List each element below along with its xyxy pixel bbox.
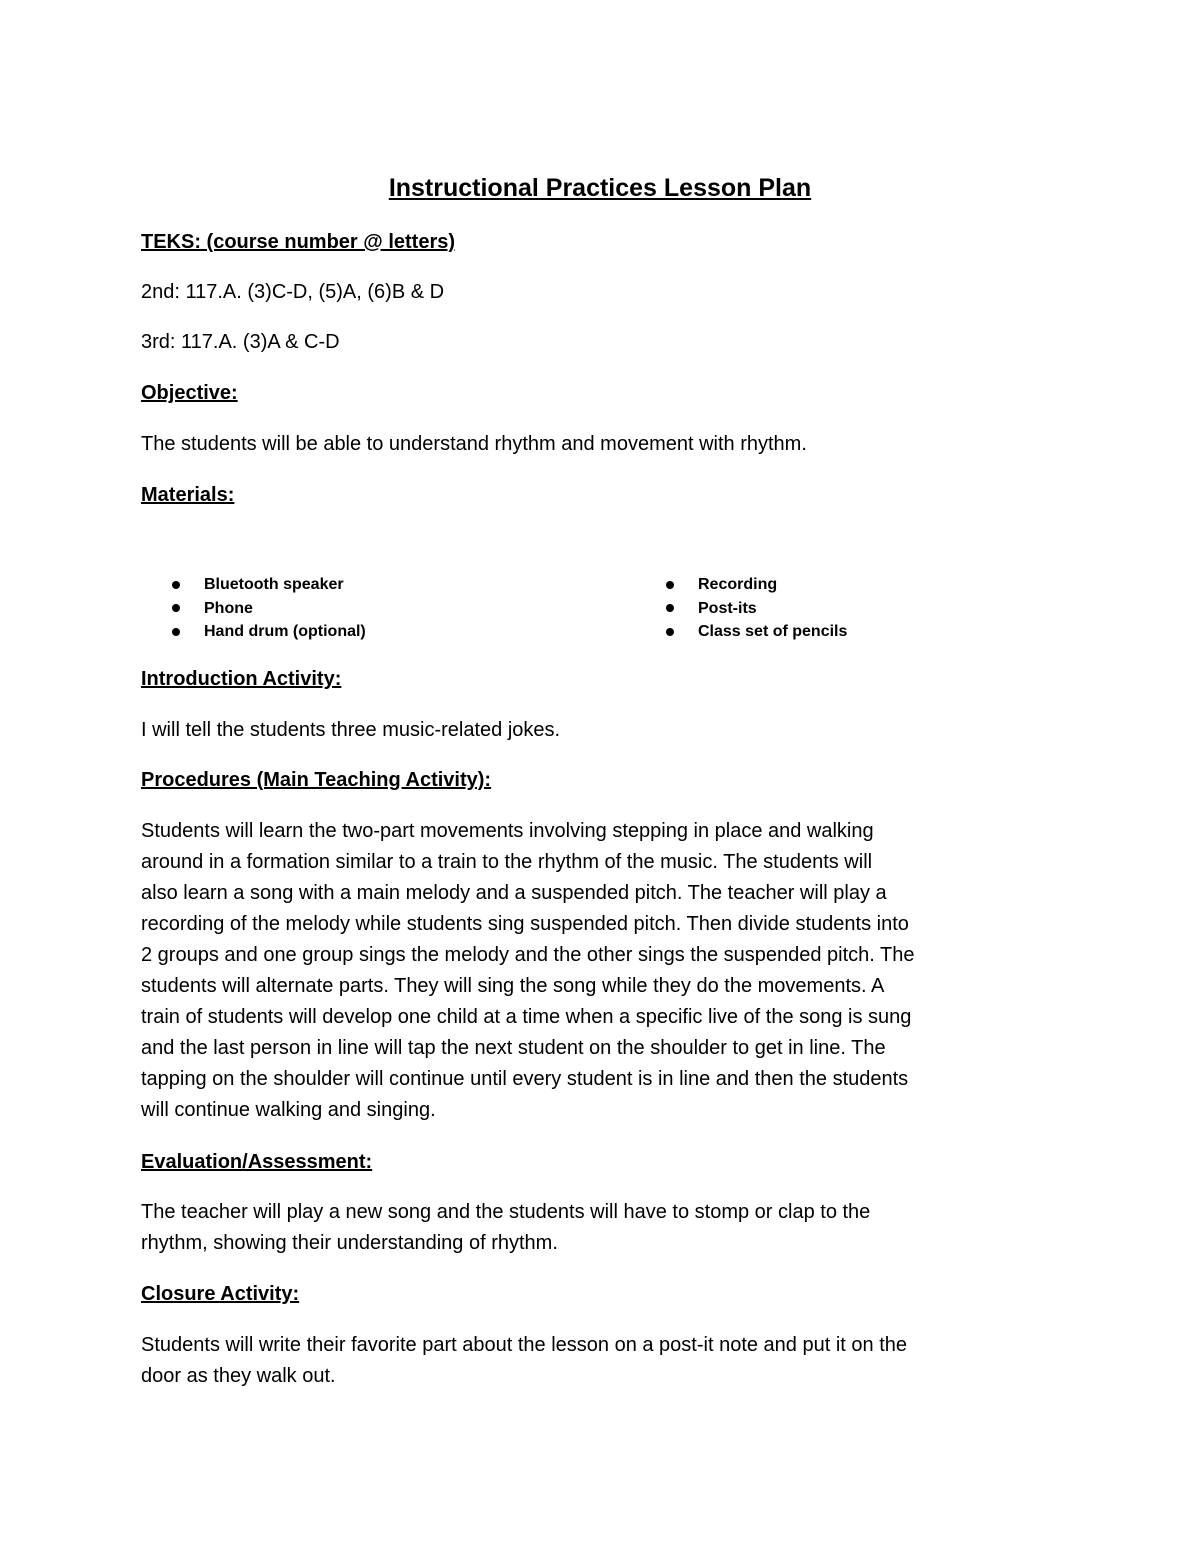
materials-heading: Materials: bbox=[141, 484, 235, 506]
procedures-heading: Procedures (Main Teaching Activity): bbox=[141, 769, 492, 791]
text-line: rhythm, showing their understanding of rhythm. bbox=[141, 1232, 558, 1254]
list-item bbox=[172, 573, 666, 597]
objective-heading: Objective: bbox=[141, 382, 238, 404]
material-label: Hand drum (optional) bbox=[204, 623, 366, 640]
materials-column-left bbox=[172, 573, 666, 644]
text-line: Students will learn the two-part movements involving stepping in place and walking bbox=[141, 820, 874, 842]
text-line: around in a formation similar to a train to the rhythm of the music. The students will bbox=[141, 851, 873, 873]
materials-list bbox=[172, 573, 952, 644]
text-line: and the last person in line will tap the next student on the shoulder to get in line. The bbox=[141, 1037, 886, 1059]
teks-heading: TEKS: (course number @ letters) bbox=[141, 231, 456, 253]
material-label: Class set of pencils bbox=[698, 623, 848, 640]
material-label: Recording bbox=[698, 576, 778, 593]
teks-line-3rd: 3rd: 117.A. (3)A & C-D bbox=[141, 331, 340, 353]
material-label: Bluetooth speaker bbox=[204, 576, 344, 593]
text-line: also learn a song with a main melody and a suspended pitch. The teacher will play a bbox=[141, 882, 887, 904]
closure-text bbox=[141, 1330, 1061, 1392]
document-title: Instructional Practices Lesson Plan bbox=[388, 174, 812, 202]
text-line: tapping on the shoulder will continue until every student is in line and then the students bbox=[141, 1068, 909, 1090]
material-label: Post-its bbox=[698, 599, 757, 617]
bullet-icon bbox=[666, 604, 674, 612]
objective-text: The students will be able to understand rhythm and movement with rhythm. bbox=[141, 433, 807, 455]
closure-heading: Closure Activity: bbox=[141, 1283, 300, 1305]
text-line: The teacher will play a new song and the students will have to stomp or clap to the bbox=[141, 1201, 871, 1223]
list-item bbox=[172, 597, 666, 621]
text-line: door as they walk out. bbox=[141, 1365, 336, 1387]
text-line: train of students will develop one child at a time when a specific live of the song is sung bbox=[141, 1006, 912, 1028]
text-line: Students will write their favorite part about the lesson on a post-it note and put it on the bbox=[141, 1334, 908, 1356]
text-line: recording of the melody while students sing suspended pitch. Then divide students into bbox=[141, 913, 909, 935]
list-item bbox=[666, 597, 847, 621]
material-label: Phone bbox=[204, 599, 253, 617]
introduction-text: I will tell the students three music-related jokes. bbox=[141, 719, 561, 741]
bullet-icon bbox=[172, 581, 180, 589]
procedures-text bbox=[141, 816, 1061, 1126]
bullet-icon bbox=[666, 581, 674, 589]
evaluation-text bbox=[141, 1197, 1061, 1259]
bullet-icon bbox=[172, 628, 180, 636]
list-item bbox=[666, 573, 847, 597]
evaluation-heading: Evaluation/Assessment: bbox=[141, 1151, 373, 1173]
teks-line-2nd: 2nd: 117.A. (3)C-D, (5)A, (6)B & D bbox=[141, 281, 445, 303]
introduction-heading: Introduction Activity: bbox=[141, 668, 342, 690]
list-item bbox=[172, 620, 666, 644]
bullet-icon bbox=[666, 628, 674, 636]
text-line: will continue walking and singing. bbox=[141, 1099, 436, 1121]
list-item bbox=[666, 620, 847, 644]
text-line: 2 groups and one group sings the melody and the other sings the suspended pitch. The bbox=[141, 944, 915, 966]
bullet-icon bbox=[172, 604, 180, 612]
materials-column-right bbox=[666, 573, 847, 644]
text-line: students will alternate parts. They will sing the song while they do the movements. A bbox=[141, 975, 885, 997]
